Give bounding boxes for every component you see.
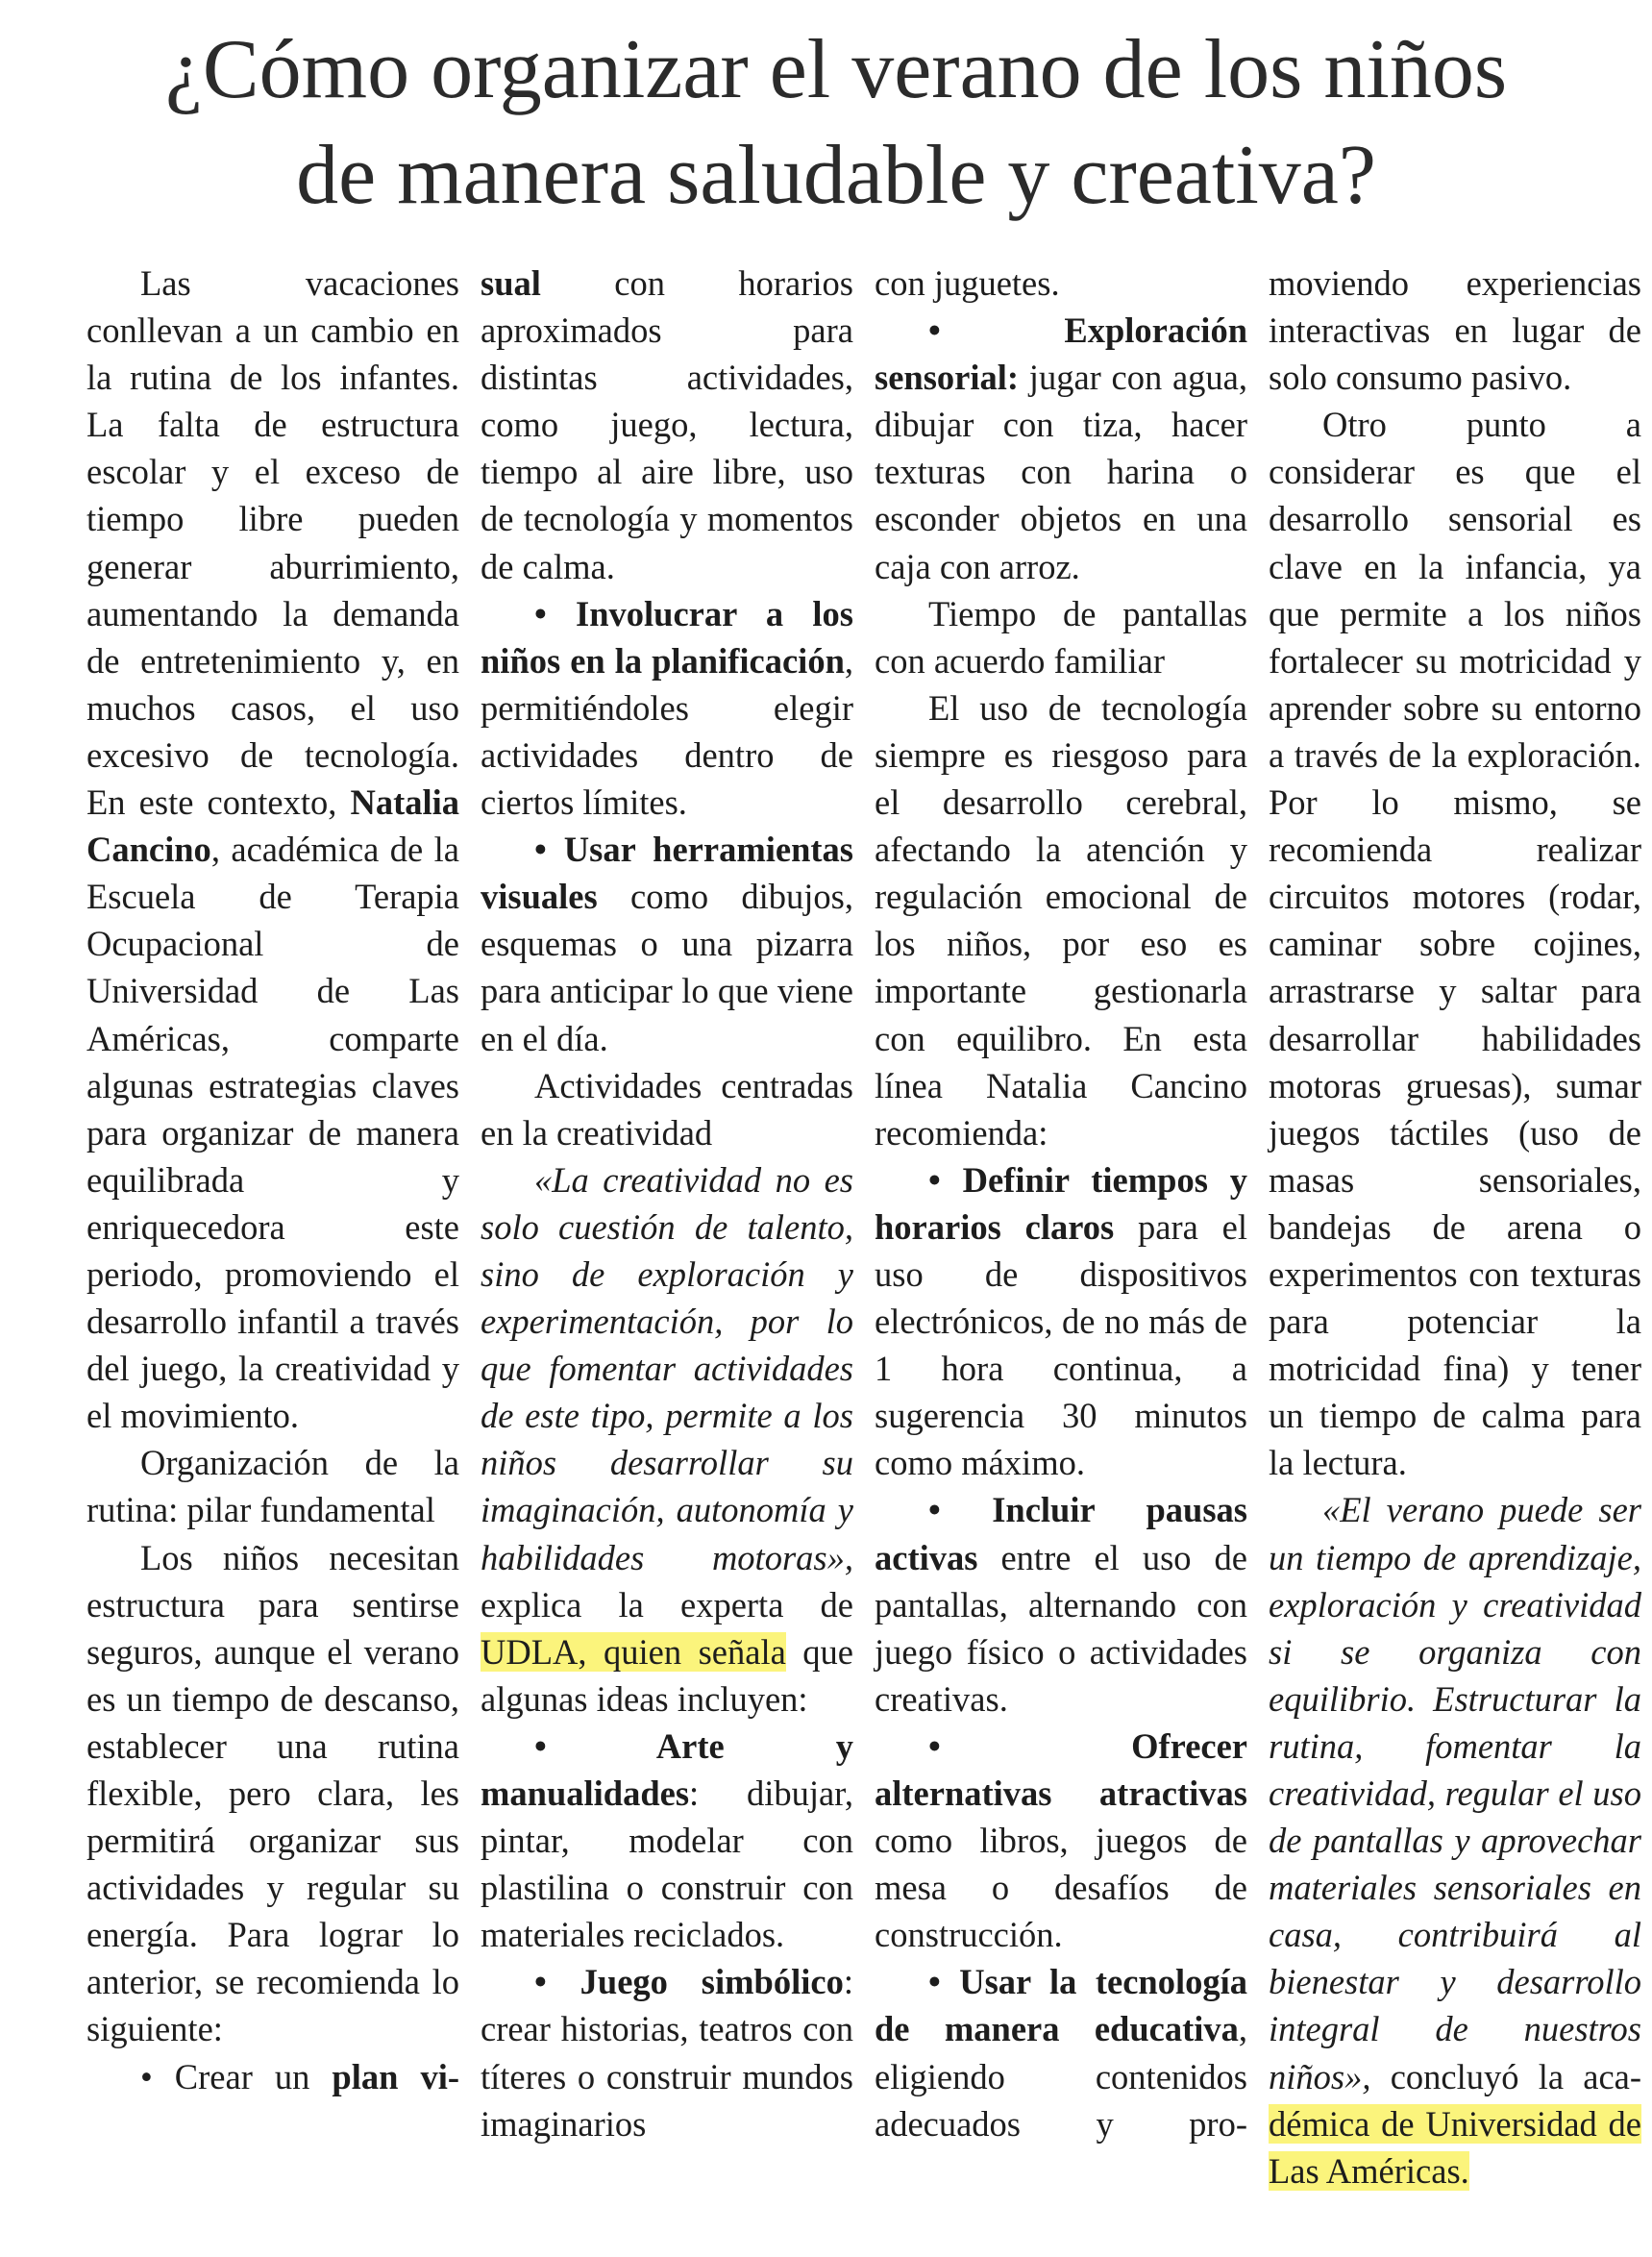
creativity-quote: «La creatividad no es solo cuestión de talento, sino de exploración y experimentación, por lo que fomentar actividades de este tipo, permite a los niños desarrollar su imaginación, autonomía y habilidades motoras», explica la experta de UDLA, quien señala que algunas ideas incluyen: bbox=[481, 1159, 853, 1719]
bullet-visual-plan-start: • Crear un plan vi- bbox=[140, 2056, 459, 2096]
article-column-3 bbox=[875, 260, 1247, 2147]
expert-name: Natalia Cancino bbox=[86, 782, 460, 870]
bullet-alternatives: • Ofrecer alternativas atractivas como libros, juegos de mesa o desafíos de construcción. bbox=[875, 1725, 1247, 1955]
bullet-involve-children: • Involucrar a los niños en la planificación, permitiéndoles elegir actividades dentro de ciertos límites. bbox=[481, 593, 853, 823]
bullet-symbolic-play: • Juego simbólico: crear historias, teatros con títeres o construir mundos imaginarios bbox=[481, 1962, 853, 2144]
highlighted-text-university: démica de Universidad de Las Américas. bbox=[1269, 2103, 1641, 2191]
article-column-1 bbox=[86, 260, 459, 2100]
closing-quote: «El verano puede ser un tiempo de aprendizaje, exploración y creatividad si se organiza con equilibrio. Estructurar la rutina, fomentar la creatividad, regular el uso de pantallas y aprovechar materiales sensoriales en casa, contribuirá al bienestar y desarrollo integral de nuestros niños», concluyó la aca- démica de Universidad de Las Américas. bbox=[1269, 1490, 1642, 2191]
highlighted-text-udla: UDLA, quien señala bbox=[481, 1631, 786, 1672]
routine-paragraph: Los niños necesitan estructura para sentirse seguros, aunque el verano es un tiempo de descanso, establecer una rutina flexible, pero clara, les permitirá organizar sus actividades y regular su energía. Para lograr lo anterior, se recomienda lo siguiente: bbox=[86, 1537, 459, 2049]
article-column-2 bbox=[481, 260, 853, 2147]
symbolic-play-cont: con juguetes. bbox=[875, 263, 1060, 303]
headline bbox=[38, 17, 1634, 229]
bullet-educational-tech: • Usar la tecnología de manera educativa, eligiendo contenidos adecuados y pro- bbox=[875, 1962, 1247, 2144]
bullet-arts-crafts: • Arte y manualidades: dibujar, pintar, modelar con plastilina o construir con materiales reciclados. bbox=[481, 1725, 853, 1955]
technology-paragraph: El uso de tecnología siempre es riesgoso para el desarrollo cerebral, afectando la atención y regulación emocional de los niños, por eso es importante gestionarla con equilibro. En esta línea Natalia Cancino recomienda: bbox=[875, 687, 1247, 1153]
bullet-active-breaks: • Incluir pausas activas entre el uso de pantallas, alternando con juego físico o actividades creativas. bbox=[875, 1490, 1247, 1719]
bullet-define-times: • Definir tiempos y horarios claros para el uso de dispositivos electrónicos, de no más de 1 hora continua, a sugerencia 30 minutos como máximo. bbox=[875, 1159, 1247, 1483]
subheading-screen-time: Tiempo de pantallas con acuerdo familiar bbox=[875, 593, 1247, 681]
headline-line-1: ¿Cómo organizar el verano de los niños bbox=[164, 23, 1508, 116]
bullet-visual-plan-cont: sual con horarios aproximados para distintas actividades, como juego, lectura, tiempo al aire libre, uso de tecnología y momentos de calma. bbox=[481, 263, 853, 586]
subheading-routine: Organización de la rutina: pilar fundamental bbox=[86, 1443, 459, 1530]
sensory-development-paragraph: Otro punto a considerar es que el desarrollo sensorial es clave en la infancia, ya que permite a los niños fortalecer su motricidad y aprender sobre su entorno a través de la exploración. Por lo mismo, se recomienda realizar circuitos motores (rodar, caminar sobre cojines, arrastrarse y saltar para desarrollar habilidades motoras gruesas), sumar juegos táctiles (uso de masas sensoriales, bandejas de arena o experimentos con texturas para potenciar la motricidad fina) y tener un tiempo de calma para la lectura. bbox=[1269, 405, 1641, 1483]
educational-tech-cont: moviendo experiencias interactivas en lugar de solo consumo pasivo. bbox=[1269, 263, 1641, 398]
intro-paragraph: Las vacaciones conllevan a un cambio en la rutina de los infantes. La falta de estructura escolar y el exceso de tiempo libre pueden generar aburrimiento, aumentando la demanda de entretenimiento y, en muchos casos, el uso excesivo de tecnología. En este contexto, Natalia Cancino, académica de la Escuela de Terapia Ocupacional de Universidad de Las Américas, comparte algunas estrategias claves para organizar de manera equilibrada y enriquecedora este periodo, promoviendo el desarrollo infantil a través del juego, la creatividad y el movimiento. bbox=[86, 263, 460, 1436]
headline-line-2: de manera saludable y creativa? bbox=[296, 129, 1376, 222]
article-column-4 bbox=[1269, 260, 1641, 2195]
bullet-visual-tools: • Usar herramientas visuales como dibujos, esquemas o una pizarra para anticipar lo que viene en el día. bbox=[481, 830, 853, 1058]
subheading-creativity: Actividades centradas en la creatividad bbox=[481, 1065, 853, 1153]
bullet-sensory-exploration: • Exploración sensorial: jugar con agua, dibujar con tiza, hacer texturas con harina o esconder objetos en una caja con arroz. bbox=[875, 310, 1247, 586]
